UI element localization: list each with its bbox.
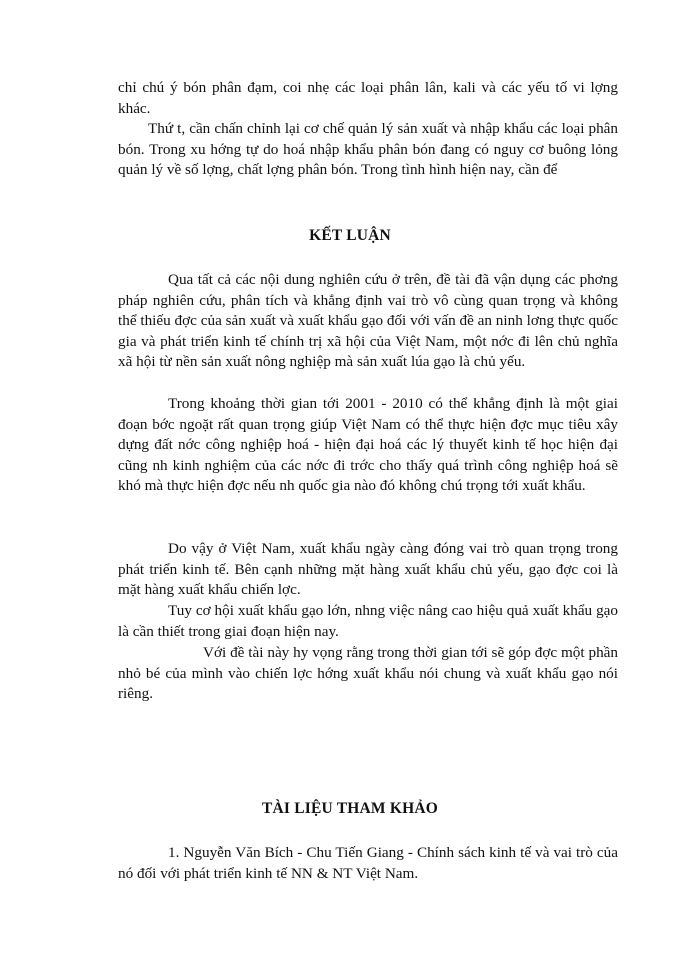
conclusion-paragraph-2: Trong khoảng thời gian tới 2001 - 2010 có thể khẳng định là một giai đoạn bớc ngoặt rất quan trọng giúp Việt Nam có thể thực hiện đợc mục tiêu xây dựng đất nớc công nghiệp hoá - hiện đại hoá các lý thuyết kinh tế học hiện đại cũng nh kinh nghiệm của các nớc đi trớc cho thấy quá trình công nghiệp hoá sẽ khó mà thực hiện đợc nếu nh quốc gia nào đó không chú trọng tới xuất khẩu. <box>118 395 618 495</box>
conclusion-heading: KẾT LUẬN <box>309 227 391 244</box>
conclusion-paragraph-4: Tuy cơ hội xuất khẩu gạo lớn, nhng việc nâng cao hiệu quả xuất khẩu gạo là cần thiết trong giai đoạn hiện nay. <box>118 602 618 640</box>
conclusion-paragraph-5: Với đề tài này hy vọng rằng trong thời gian tới sẽ góp đợc một phần nhỏ bé của mình vào chiến lợc hớng xuất khẩu nói chung và xuất khẩu gạo nói riêng. <box>118 644 618 703</box>
conclusion-paragraph-3: Do vậy ở Việt Nam, xuất khẩu ngày càng đóng vai trò quan trọng trong phát triển kinh tế. Bên cạnh những mặt hàng xuất khẩu chủ yếu, gạo đợc coi là mặt hàng xuất khẩu chiến lợc. <box>118 540 618 599</box>
reference-item-1: 1. Nguyễn Văn Bích - Chu Tiến Giang - Chính sách kinh tế và vai trò của nó đối với phát triển kinh tế NN & NT Việt Nam. <box>118 844 618 882</box>
intro-paragraph-2: Thứ t, cần chấn chỉnh lại cơ chế quản lý sản xuất và nhập khẩu các loại phân bón. Trong xu hớng tự do hoá nhập khẩu phân bón đang có nguy cơ buông lỏng quản lý về số lợng, chất lợng phân bón. Trong tình hình hiện nay, cần để <box>118 120 618 179</box>
conclusion-paragraph-1: Qua tất cả các nội dung nghiên cứu ở trên, đề tài đã vận dụng các phơng pháp nghiên cứu, phân tích và khẳng định vai trò vô cùng quan trọng và không thể thiếu đợc của sản xuất và xuất khẩu gạo đối với vấn đề an ninh lơng thực quốc gia và phát triển kinh tế chính trị xã hội của Việt Nam, một nớc đi lên chủ nghĩa xã hội từ nền sản xuất nông nghiệp mà sản xuất lúa gạo là chủ yếu. <box>118 271 618 371</box>
references-heading: TÀI LIỆU THAM KHẢO <box>262 800 438 817</box>
intro-paragraph-1: chỉ chú ý bón phân đạm, coi nhẹ các loại phân lân, kali và các yếu tố vi lợng khác. <box>118 79 618 117</box>
